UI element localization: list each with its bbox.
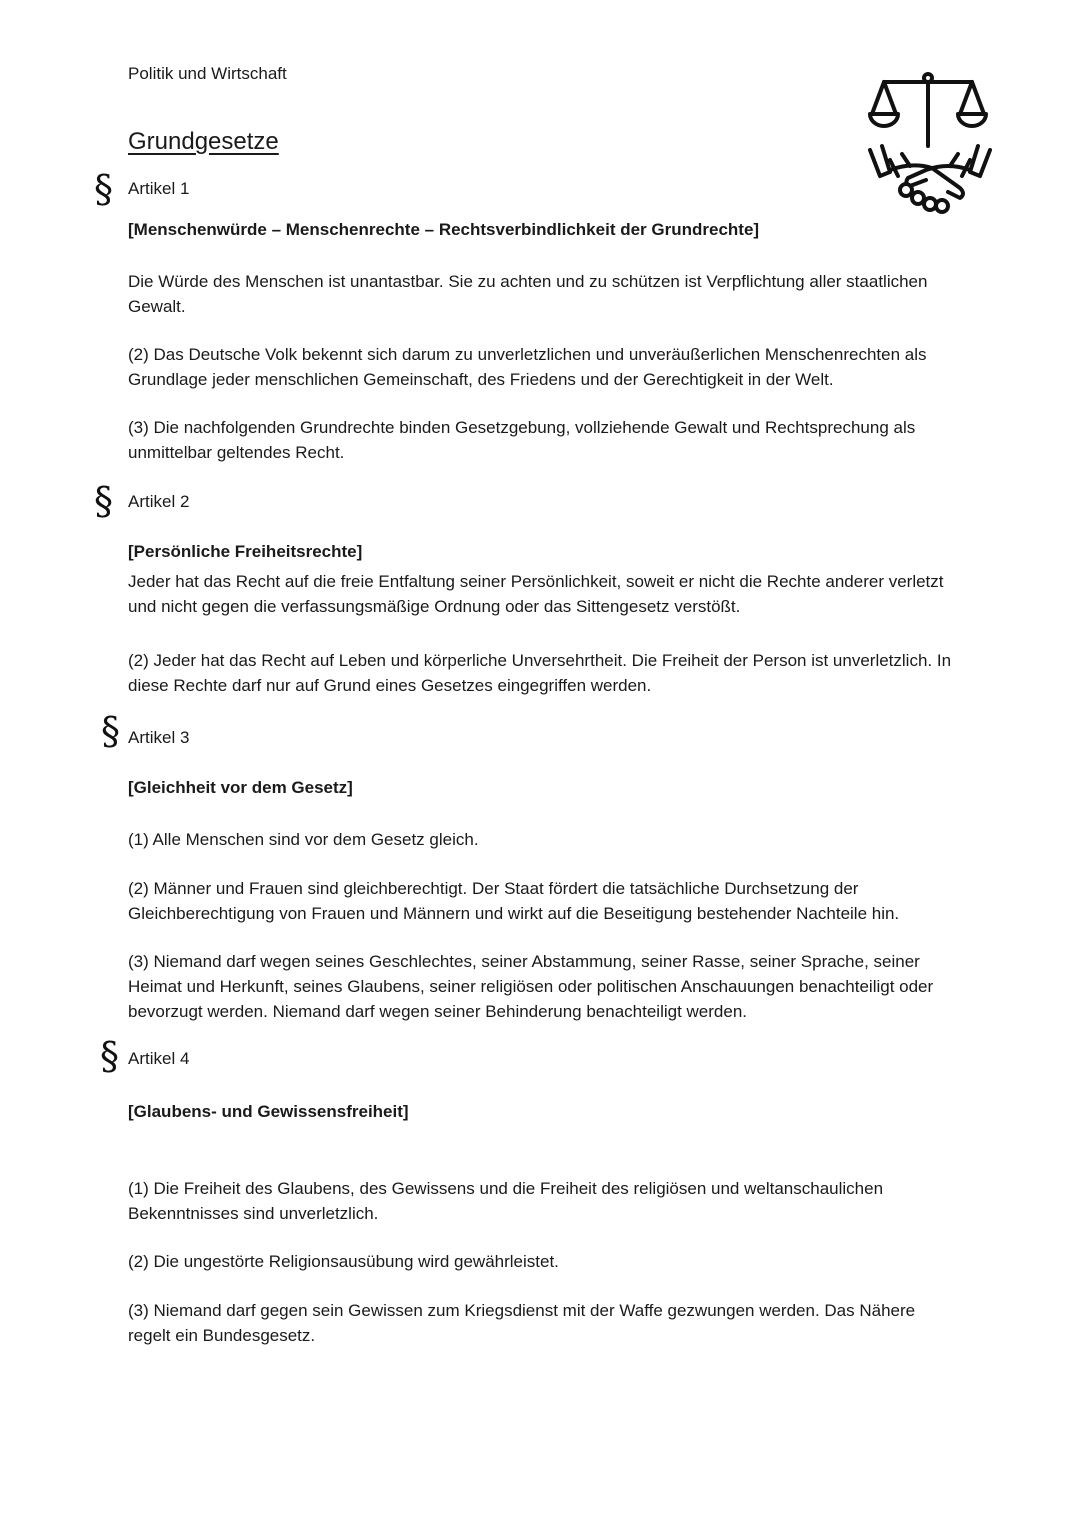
section-sign-icon: § [94,167,113,211]
article-2-heading: [Persönliche Freiheitsrechte] [128,542,363,561]
article-3-paragraph-1: (1) Alle Menschen sind vor dem Gesetz gleich. [128,830,479,849]
article-2-label: Artikel 2 [128,492,190,511]
article-3-heading: [Gleichheit vor dem Gesetz] [128,778,353,797]
section-sign-icon: § [101,709,120,753]
article-1-label: Artikel 1 [128,179,190,198]
article-1-paragraph-3: (3) Die nachfolgenden Grundrechte binden Gesetzgebung, vollziehende Gewalt und Rechtsprechung als unmittelbar geltendes Recht. [128,418,916,462]
article-3-paragraph-3: (3) Niemand darf wegen seines Geschlechtes, seiner Abstammung, seiner Rasse, seiner Sprache, seiner Heimat und Herkunft, seines Glaubens, seiner religiösen oder politischen Anschauungen benachteiligt oder bevorzugt werden. Niemand darf wegen seiner Behinderung benachteiligt werden. [128,952,934,1021]
article-3-label: Artikel 3 [128,728,190,747]
section-sign-icon: § [100,1034,119,1078]
article-2-paragraph-1: Jeder hat das Recht auf die freie Entfaltung seiner Persönlichkeit, soweit er nicht die Rechte anderer verletzt und nicht gegen die verfassungsmäßige Ordnung oder das Sittengesetz verstößt. [128,572,944,616]
article-2-paragraph-2: (2) Jeder hat das Recht auf Leben und körperliche Unversehrtheit. Die Freiheit der Person ist unverletzlich. In diese Rechte darf nur auf Grund eines Gesetzes eingegriffen werden. [128,651,952,695]
article-4-heading: [Glaubens- und Gewissensfreiheit] [128,1102,409,1121]
article-4-label: Artikel 4 [128,1049,190,1068]
article-1-heading: [Menschenwürde – Menschenrechte – Rechtsverbindlichkeit der Grundrechte] [128,220,760,239]
article-4-paragraph-1: (1) Die Freiheit des Glaubens, des Gewissens und die Freiheit des religiösen und weltanschaulichen Bekenntnisses sind unverletzlich. [128,1179,884,1223]
article-1-paragraph-2: (2) Das Deutsche Volk bekennt sich darum zu unverletzlichen und unveräußerlichen Menschenrechten als Grundlage jeder menschlichen Gemeinschaft, des Friedens und der Gerechtigkeit in der Welt. [128,345,927,389]
document-title: Grundgesetze [128,128,279,155]
article-3-paragraph-2: (2) Männer und Frauen sind gleichberechtigt. Der Staat fördert die tatsächliche Durchsetzung der Gleichberechtigung von Frauen und Männern und wirkt auf die Beseitigung bestehender Nachteile hin. [128,879,900,923]
scales-and-handshake-icon [862,70,998,220]
article-1-paragraph-1: Die Würde des Menschen ist unantastbar. Sie zu achten und zu schützen ist Verpflichtung aller staatlichen Gewalt. [128,272,928,316]
article-4-paragraph-2: (2) Die ungestörte Religionsausübung wird gewährleistet. [128,1252,559,1271]
subject-label: Politik und Wirtschaft [128,64,287,83]
article-4-paragraph-3: (3) Niemand darf gegen sein Gewissen zum Kriegsdienst mit der Waffe gezwungen werden. Das Nähere regelt ein Bundesgesetz. [128,1301,916,1345]
section-sign-icon: § [94,479,113,523]
